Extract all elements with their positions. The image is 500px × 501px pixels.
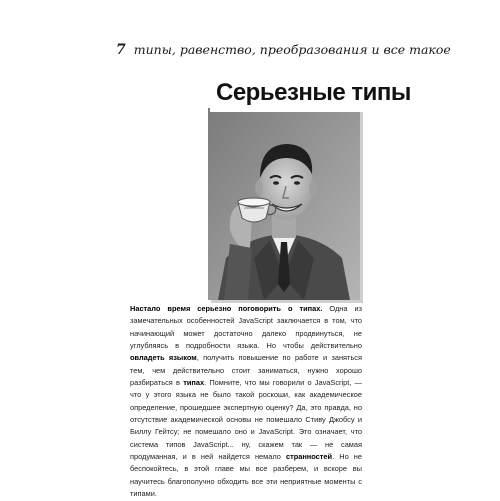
body-text-1: Одна из замечательных особенностей JavaScript заключается в том, что начинающий может достаточно далеко продвинуться, не углубляясь в подробности языка. Но чтобы действительно <box>130 304 362 351</box>
chapter-number: 7 <box>116 42 126 58</box>
body-text-4: . Но не беспокойтесь, в этой главе мы все разберем, и вскоре вы научитесь благополучно обходить все эти неприятные моменты с типами. <box>130 452 362 499</box>
body-text-2: , получить повышение по работе и заняться тем, чем действительно стоит заниматься, нужно хорошо разбираться в <box>130 353 362 388</box>
chapter-title: типы, равенство, преобразования и все такое <box>133 42 451 57</box>
section-title: Серьезные типы <box>216 79 411 106</box>
emphasis-master-language: овладеть языком <box>130 353 197 363</box>
body-paragraph <box>130 303 362 501</box>
man-with-teacup-photo <box>208 108 360 300</box>
body-text-3: . Помните, что мы говорили о JavaScript, — что у этого языка не было такой роскоши, как академическое определение, прошедшее экспертную оценку? Да, это правда, но отсутствие академической основы не помешало Стиву Джобсу и Биллу Гейтсу; не помешало оно и JavaScript. Это означает, что система типов JavaScript... ну, скажем так — не самая продуманная, и в ней найдется немало <box>130 378 362 462</box>
chapter-header <box>116 42 451 58</box>
lead-sentence: Настало время серьезно поговорить о типах. <box>130 304 323 313</box>
photo-illustration <box>208 108 360 300</box>
emphasis-types: типах <box>183 378 205 388</box>
emphasis-oddities: странностей <box>285 452 333 462</box>
